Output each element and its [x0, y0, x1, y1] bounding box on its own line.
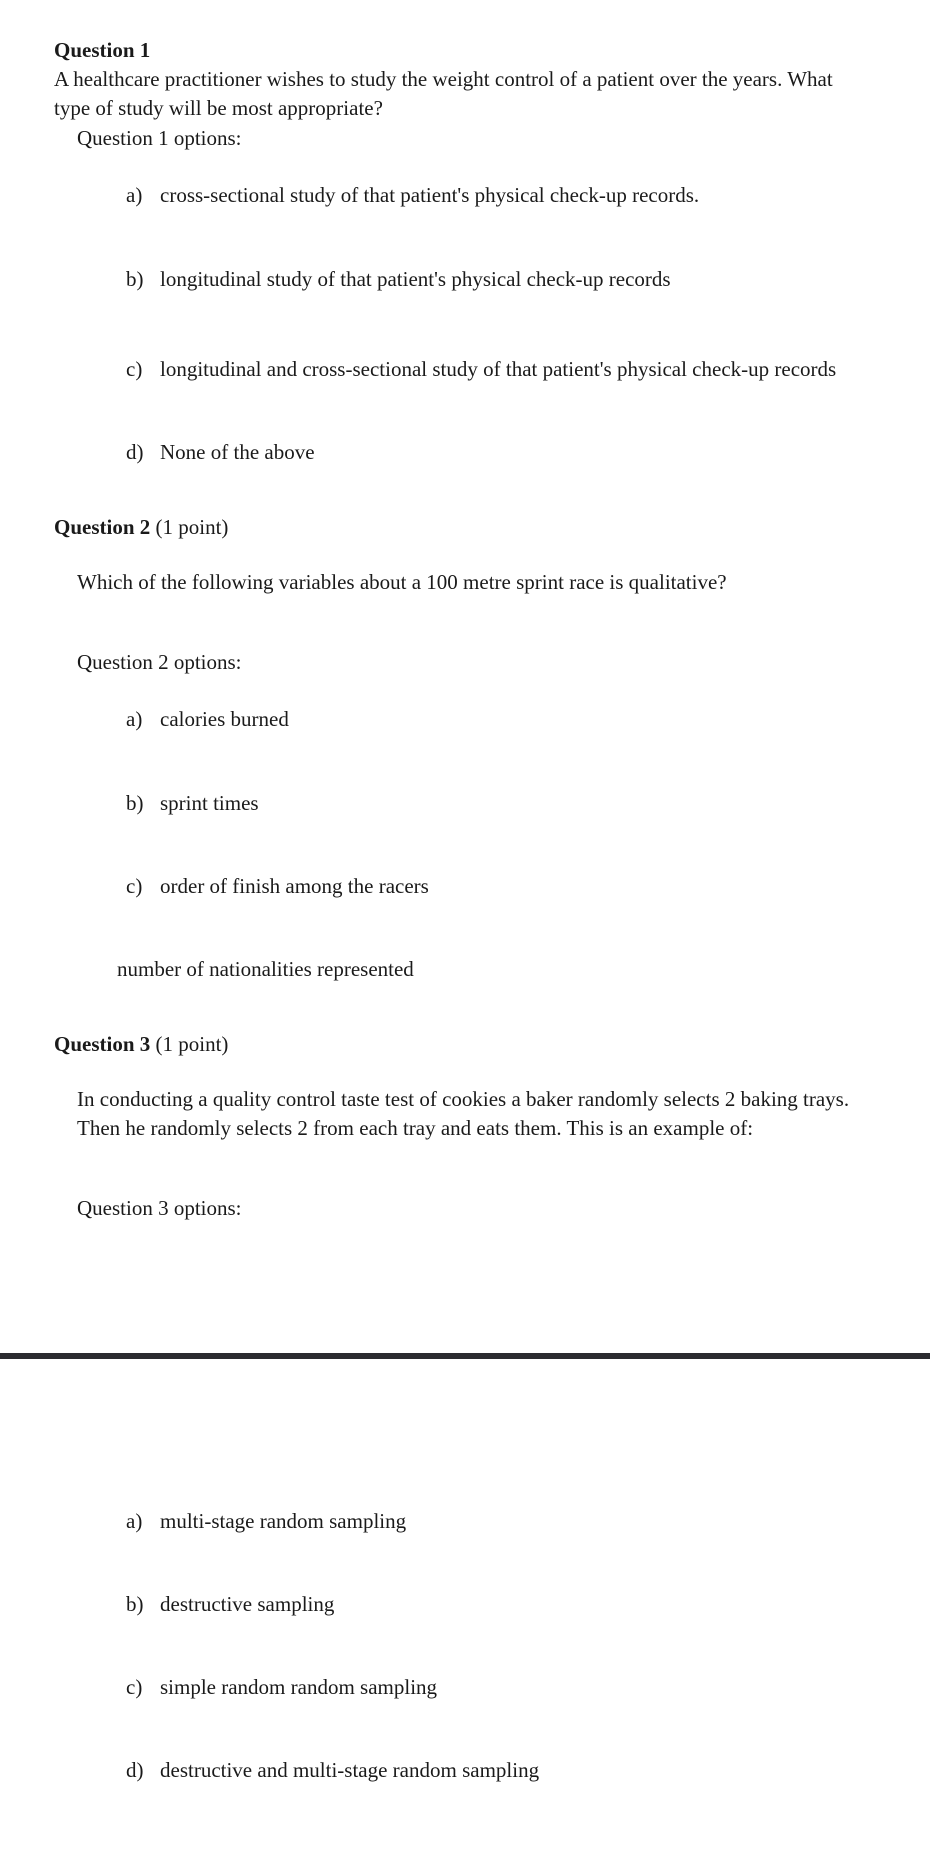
- option-letter: c): [126, 357, 143, 381]
- question-2-text: Which of the following variables about a 100 metre sprint race is qualitative?: [77, 570, 727, 594]
- option-text: order of finish among the racers: [160, 874, 429, 898]
- option-text: cross-sectional study of that patient's physical check-up records.: [160, 183, 700, 207]
- option-text: destructive sampling: [160, 1592, 335, 1616]
- option-letter: c): [126, 1675, 143, 1699]
- question-3-points: (1 point): [150, 1032, 229, 1056]
- question-1-options-label: Question 1 options:: [77, 126, 242, 150]
- question-2-option-a[interactable]: [126, 705, 289, 734]
- option-text: longitudinal and cross-sectional study of that patient's physical check-up records: [160, 357, 837, 381]
- option-letter: b): [126, 267, 144, 291]
- question-3-text-line-1: In conducting a quality control taste test of cookies a baker randomly selects 2 baking trays.: [77, 1087, 850, 1111]
- option-letter: d): [126, 440, 144, 464]
- question-2-option-b[interactable]: [126, 789, 259, 818]
- option-letter: b): [126, 1592, 144, 1616]
- question-3-option-c[interactable]: [126, 1673, 437, 1702]
- option-letter: a): [126, 1509, 143, 1533]
- question-1-text-line-1: A healthcare practitioner wishes to study the weight control of a patient over the years. What: [54, 67, 833, 91]
- question-2-options-label: Question 2 options:: [77, 650, 242, 674]
- question-3-option-b[interactable]: [126, 1590, 334, 1619]
- question-1-option-b[interactable]: [126, 265, 671, 294]
- question-2-option-extra[interactable]: number of nationalities represented: [117, 957, 414, 981]
- option-letter: a): [126, 707, 143, 731]
- option-letter: d): [126, 1758, 144, 1782]
- question-2-heading: Question 2: [54, 515, 151, 539]
- option-text: longitudinal study of that patient's physical check-up records: [160, 267, 671, 291]
- question-3-option-d[interactable]: [126, 1756, 539, 1785]
- option-text: multi-stage random sampling: [160, 1509, 407, 1533]
- question-2-points: (1 point): [150, 515, 229, 539]
- question-1-heading: Question 1: [54, 38, 151, 62]
- option-letter: c): [126, 874, 143, 898]
- page-divider: [0, 1353, 930, 1359]
- option-letter: b): [126, 791, 144, 815]
- question-2-option-c[interactable]: [126, 872, 429, 901]
- question-1-option-d[interactable]: [126, 438, 315, 467]
- option-text: calories burned: [160, 707, 289, 731]
- option-letter: a): [126, 183, 143, 207]
- question-2-heading-line: [54, 513, 228, 542]
- option-text: None of the above: [160, 440, 315, 464]
- question-1-option-c[interactable]: [126, 355, 836, 384]
- question-1-option-a[interactable]: [126, 181, 699, 210]
- option-text: sprint times: [160, 791, 259, 815]
- option-text: simple random random sampling: [160, 1675, 438, 1699]
- question-1-text-line-2: type of study will be most appropriate?: [54, 96, 383, 120]
- question-3-option-a[interactable]: [126, 1507, 406, 1536]
- option-text: destructive and multi-stage random sampling: [160, 1758, 540, 1782]
- question-3-heading: Question 3: [54, 1032, 151, 1056]
- question-3-text-line-2: Then he randomly selects 2 from each tray and eats them. This is an example of:: [77, 1116, 754, 1140]
- question-3-heading-line: [54, 1030, 228, 1059]
- question-3-options-label: Question 3 options:: [77, 1196, 242, 1220]
